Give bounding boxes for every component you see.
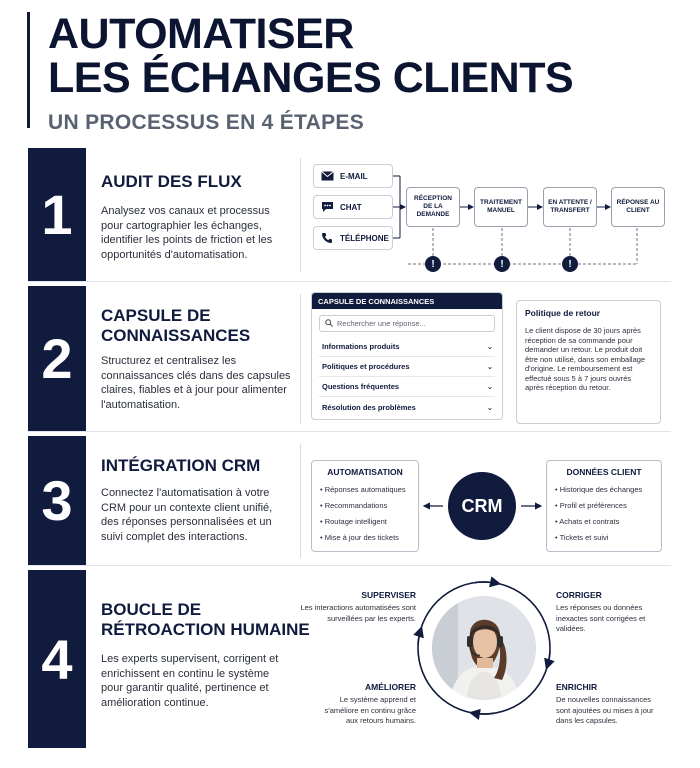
step-3 <box>28 436 671 566</box>
support-agent-photo <box>432 596 536 700</box>
customer-data-item: • Historique des échanges <box>555 485 653 494</box>
list-item-label: Informations produits <box>322 342 400 351</box>
flow-attente: EN ATTENTE / TRANSFERT <box>543 187 597 227</box>
header-accent-bar <box>27 12 30 128</box>
automation-item: • Recommandations <box>320 501 410 510</box>
flow-traitement: TRAITEMENT MANUEL <box>474 187 528 227</box>
list-item-label: Politiques et procédures <box>322 362 410 371</box>
alert-icon: ! <box>425 256 441 272</box>
page-title: AUTOMATISER LES ÉCHANGES CLIENTS <box>48 10 574 102</box>
loop-corriger-text: Les réponses ou données inexactes sont corrigées et validées. <box>556 603 646 633</box>
customer-data-item: • Profil et préférences <box>555 501 653 510</box>
step-2-divider <box>300 294 301 424</box>
loop-ameliorer-text: Le système apprend et s'améliore en continu grâce aux retours humains. <box>324 695 416 725</box>
step-2 <box>28 286 671 432</box>
return-policy-card <box>516 300 661 424</box>
page-subtitle: UN PROCESSUS EN 4 ÉTAPES <box>48 111 365 134</box>
channel-chat-label: CHAT <box>340 202 362 212</box>
list-item[interactable] <box>319 377 495 397</box>
search-placeholder: Rechercher une réponse... <box>337 319 426 328</box>
chevron-down-icon: ⌄ <box>486 402 493 412</box>
automation-item: • Routage intelligent <box>320 517 410 526</box>
loop-ameliorer-title: AMÉLIORER <box>365 682 416 692</box>
step-3-number: 3 <box>28 436 86 565</box>
flow-reception: RÉCEPTION DE LA DEMANDE <box>406 187 460 227</box>
headset-agent-icon <box>432 596 536 700</box>
alert-icon: ! <box>562 256 578 272</box>
automation-item: • Réponses automatiques <box>320 485 410 494</box>
step-1-number: 1 <box>28 148 86 281</box>
step-2-description: Structurez et centralisez les connaissances clés dans des capsules claires, fiables et à jour pour alimenter l'automatisation. <box>101 355 291 411</box>
step-1-description: Analysez vos canaux et processus pour cartographier les échanges, identifier les points de friction et les opportunités d'automatisation. <box>101 205 273 261</box>
loop-enrichir-title: ENRICHIR <box>556 682 598 692</box>
list-item[interactable] <box>319 357 495 377</box>
step-4 <box>28 570 671 748</box>
step-2-title: CAPSULE DE CONNAISSANCES <box>101 306 251 345</box>
channel-email-label: E-MAIL <box>340 171 368 181</box>
loop-superviser-title: SUPERVISER <box>361 590 416 600</box>
step-4-title: BOUCLE DE RÉTROACTION HUMAINE <box>101 600 310 639</box>
flow-reponse: RÉPONSE AU CLIENT <box>611 187 665 227</box>
step-2-number: 2 <box>28 286 86 431</box>
list-item-label: Résolution des problèmes <box>322 402 416 412</box>
return-policy-title: Politique de retour <box>525 308 601 318</box>
search-input[interactable] <box>319 315 495 332</box>
search-icon <box>325 319 333 329</box>
loop-enrichir-text: De nouvelles connaissances sont ajoutées ou mises à jour dans les capsules. <box>556 695 654 725</box>
customer-data-box <box>546 460 662 552</box>
automation-item: • Mise à jour des tickets <box>320 533 410 542</box>
alert-icon: ! <box>494 256 510 272</box>
step-3-title: INTÉGRATION CRM <box>101 456 261 475</box>
chevron-down-icon: ⌄ <box>486 382 493 391</box>
list-item[interactable] <box>319 397 495 417</box>
knowledge-capsule-panel <box>311 292 503 420</box>
loop-corriger-title: CORRIGER <box>556 590 602 600</box>
step-4-description: Les experts supervisent, corrigent et enrichissent en continu le système pour garantir qualité, pertinence et amélioration continue. <box>101 653 279 709</box>
step-1-title: AUDIT DES FLUX <box>101 172 242 191</box>
customer-data-box-title: DONNÉES CLIENT <box>566 467 642 477</box>
chevron-down-icon: ⌄ <box>486 342 493 351</box>
loop-superviser-text: Les interactions automatisées sont surveillées par les experts. <box>300 603 416 623</box>
crm-hub: CRM <box>448 472 516 540</box>
list-item-label: Questions fréquentes <box>322 382 400 391</box>
return-policy-text: Le client dispose de 30 jours après réception de sa commande pour demander un retour. Le produit doit être non utilisé, dans son emballage d'origine. Le remboursement est effectué sous 5 à 7 jours ouvrés après réception du retour. <box>525 326 646 392</box>
knowledge-capsule-header: CAPSULE DE CONNAISSANCES <box>312 293 502 309</box>
automation-box-title: AUTOMATISATION <box>327 467 403 477</box>
step-1 <box>28 148 671 282</box>
customer-data-item: • Achats et contrats <box>555 517 653 526</box>
customer-data-item: • Tickets et suivi <box>555 533 653 542</box>
step-4-number: 4 <box>28 570 86 748</box>
channel-phone-label: TÉLÉPHONE <box>340 233 389 243</box>
step-3-description: Connectez l'automatisation à votre CRM pour un contexte client unifié, des réponses personnalisées et un suivi complet des interactions. <box>101 487 273 543</box>
chevron-down-icon: ⌄ <box>486 362 493 371</box>
list-item[interactable] <box>319 337 495 357</box>
